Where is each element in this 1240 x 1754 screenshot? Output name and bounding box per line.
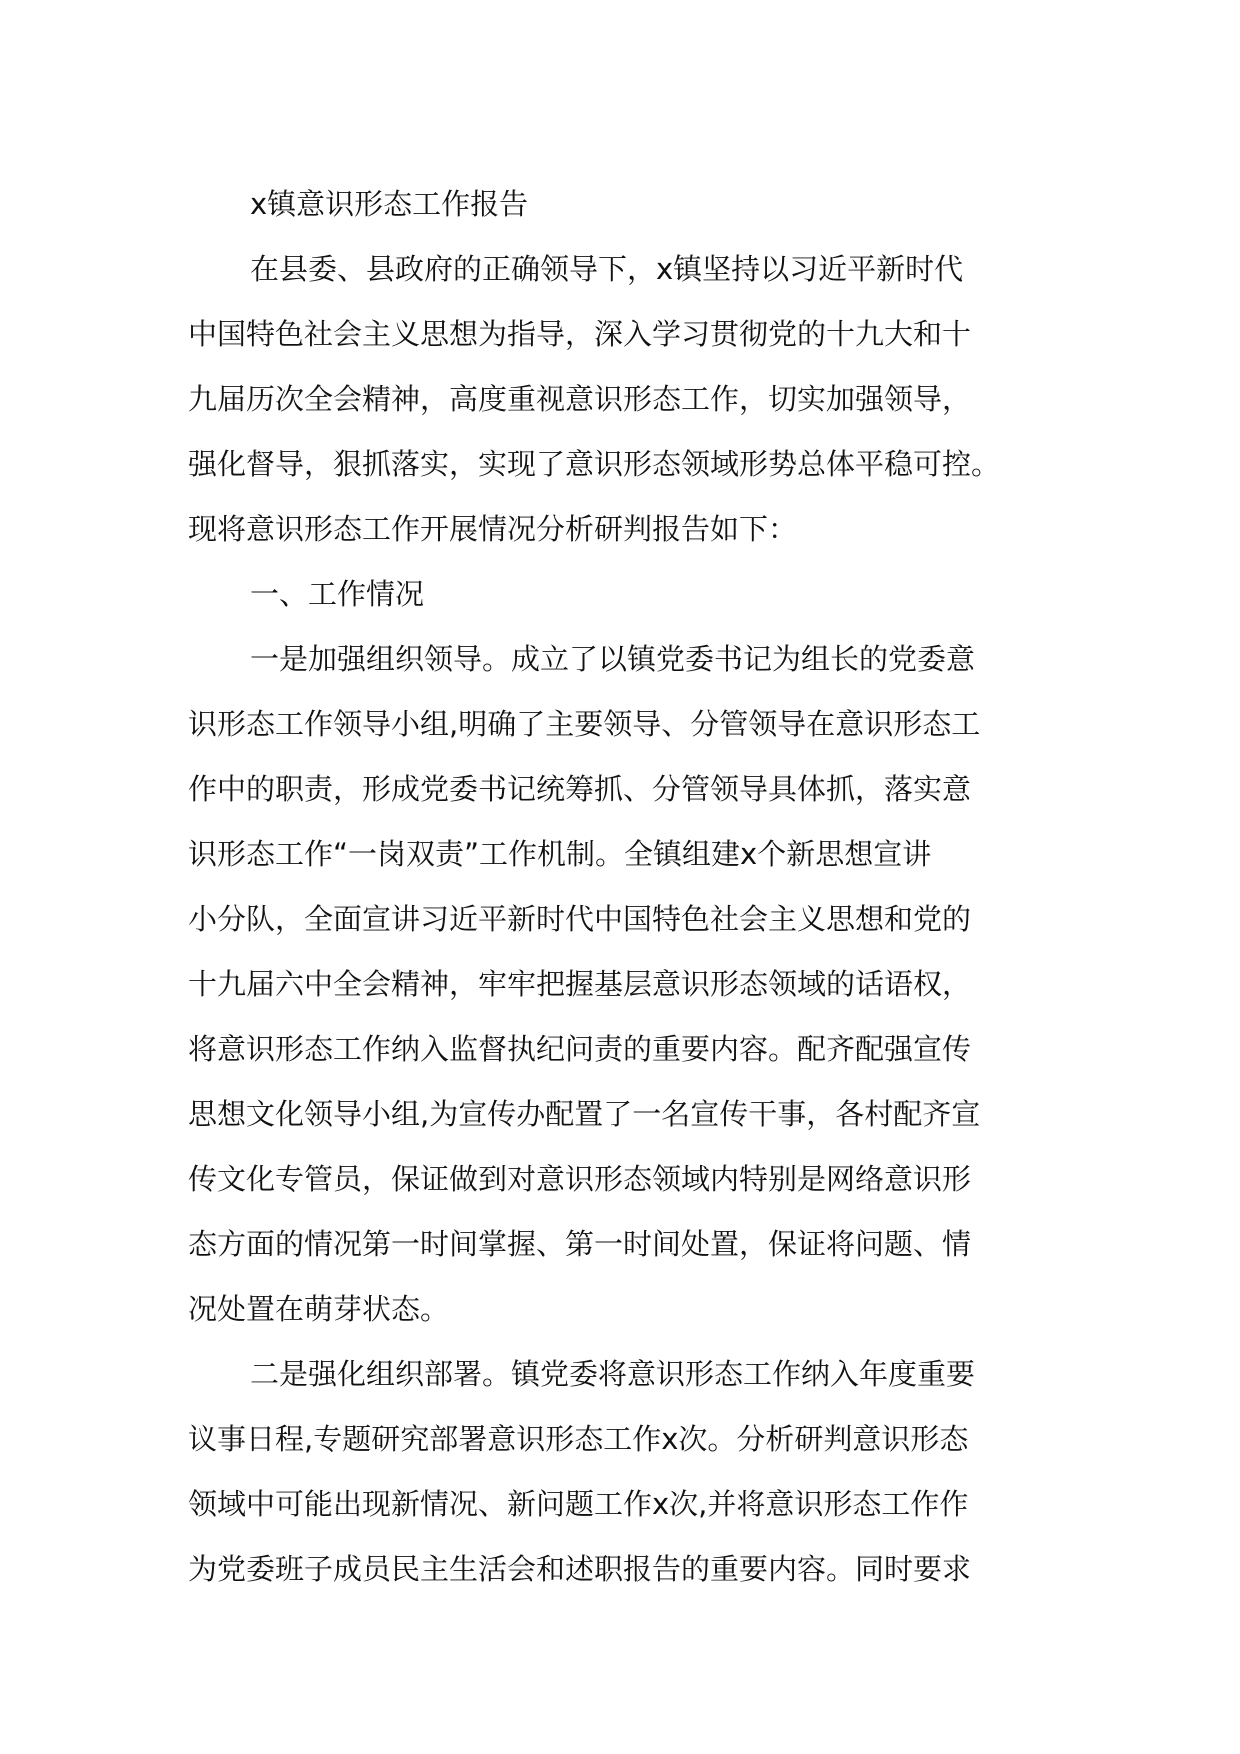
paragraph-3-line-4: 为党委班子成员民主生活会和述职报告的重要内容。同时要求 bbox=[188, 1552, 972, 1586]
document-body bbox=[188, 172, 1068, 1602]
paragraph-1-line-1: 在县委、县政府的正确领导下，x镇坚持以习近平新时代 bbox=[250, 252, 964, 286]
paragraph-2-line-1: 一是加强组织领导。成立了以镇党委书记为组长的党委意 bbox=[250, 642, 976, 676]
paragraph-1-line-3: 九届历次全会精神，高度重视意识形态工作，切实加强领导， bbox=[188, 382, 972, 416]
paragraph-1-line-4: 强化督导，狠抓落实，实现了意识形态领域形势总体平稳可控。 bbox=[188, 447, 1001, 481]
paragraph-2-line-2: 识形态工作领导小组,明确了主要领导、分管领导在意识形态工 bbox=[188, 707, 981, 741]
paragraph-2-line-4: 识形态工作“一岗双责”工作机制。全镇组建x个新思想宣讲 bbox=[188, 837, 932, 871]
paragraph-1-line-2: 中国特色社会主义思想为指导，深入学习贯彻党的十九大和十 bbox=[188, 317, 972, 351]
paragraph-2-line-11: 况处置在萌芽状态。 bbox=[188, 1292, 450, 1326]
paragraph-2-line-9: 传文化专管员，保证做到对意识形态领域内特别是网络意识形 bbox=[188, 1162, 972, 1196]
section-heading-work-status: 一、工作情况 bbox=[250, 577, 425, 611]
paragraph-1-line-5: 现将意识形态工作开展情况分析研判报告如下： bbox=[188, 512, 798, 546]
paragraph-3-line-1: 二是强化组织部署。镇党委将意识形态工作纳入年度重要 bbox=[250, 1357, 976, 1391]
paragraph-2-line-10: 态方面的情况第一时间掌握、第一时间处置，保证将问题、情 bbox=[188, 1227, 972, 1261]
paragraph-3-line-2: 议事日程,专题研究部署意识形态工作x次。分析研判意识形态 bbox=[188, 1422, 969, 1456]
paragraph-2-line-3: 作中的职责，形成党委书记统筹抓、分管领导具体抓，落实意 bbox=[188, 772, 972, 806]
paragraph-2-line-8: 思想文化领导小组,为宣传办配置了一名宣传干事，各村配齐宣 bbox=[188, 1097, 981, 1131]
paragraph-3-line-3: 领域中可能出现新情况、新问题工作x次,并将意识形态工作作 bbox=[188, 1487, 969, 1521]
paragraph-2-line-5: 小分队，全面宣讲习近平新时代中国特色社会主义思想和党的 bbox=[188, 902, 972, 936]
paragraph-2-line-7: 将意识形态工作纳入监督执纪问责的重要内容。配齐配强宣传 bbox=[188, 1032, 972, 1066]
paragraph-2-line-6: 十九届六中全会精神，牢牢把握基层意识形态领域的话语权， bbox=[188, 967, 972, 1001]
document-title: x镇意识形态工作报告 bbox=[250, 187, 529, 221]
